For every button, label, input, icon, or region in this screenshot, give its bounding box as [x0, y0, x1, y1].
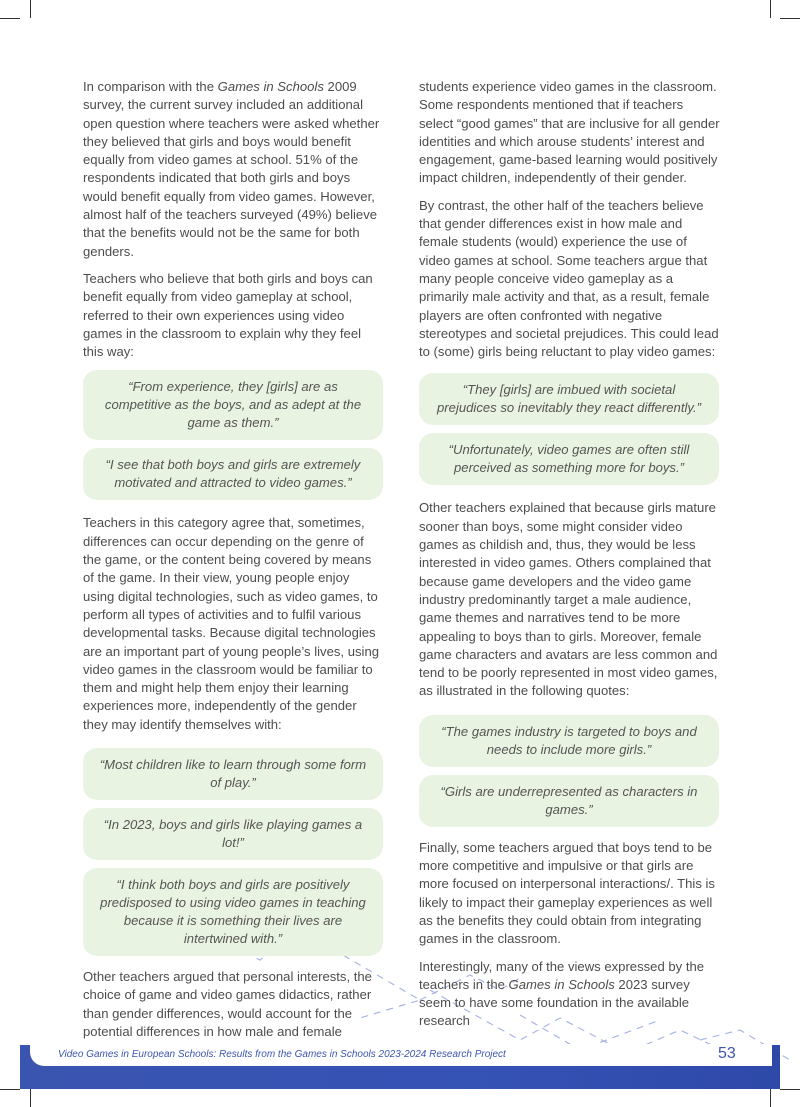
running-title: Video Games in European Schools: Results from the Games in Schools 2023-2024 Research Project — [58, 1049, 506, 1060]
quote-box: “Girls are underrepresented as characters in games.” — [419, 775, 719, 827]
crop-mark — [0, 1089, 20, 1090]
quote-box: “Unfortunately, video games are often still perceived as something more for boys.” — [419, 433, 719, 485]
paragraph: Finally, some teachers argued that boys tend to be more competitive and impulsive or that girls are more focused on interpersonal interactions/. This is likely to impact their gameplay experiences as well as the benefits they could obtain from integrating games in the classroom. — [419, 839, 715, 947]
crop-mark — [780, 18, 800, 19]
quote-box: “I think both boys and girls are positively predisposed to using video games in teaching because it is something their lives are intertwined with.” — [83, 868, 383, 956]
crop-mark — [0, 18, 20, 19]
crop-mark — [30, 1089, 31, 1107]
paragraph: students experience video games in the classroom. Some respondents mentioned that if teachers select “good games” that are inclusive for all gender identities and which arouse students’ interest and engagement, game-based learning would positively impact children, independently of their gender. — [419, 79, 720, 186]
page-number: 53 — [718, 1045, 736, 1062]
paragraph: By contrast, the other half of the teachers believe that gender differences exist in how male and female students (would) experience the use of video games at school. Some teachers argue that many people conceive video gameplay as a primarily male activity and that, as a result, female players are often confronted with negative stereotypes and societal prejudices. This could lead to (some) girls being reluctant to play video games: — [419, 197, 719, 360]
paragraph: Interestingly, many of the views expressed by the teachers in the Games in Schools 2023 survey seem to have some foundation in the available research — [419, 958, 705, 1029]
quote-box: “From experience, they [girls] are as competitive as the boys, and as adept at the game as them.” — [83, 370, 383, 440]
quote-box: “They [girls] are imbued with societal prejudices so inevitably they react differently.” — [419, 373, 719, 425]
paragraph: Other teachers argued that personal interests, the choice of game and video games didactics, rather than gender differences, would account for the potential differences in how male and female — [83, 969, 372, 1039]
crop-mark — [770, 1089, 771, 1107]
paragraph: Teachers who believe that both girls and boys can benefit equally from video gameplay at school, referred to their own experiences using video games in the classroom to explain why they feel this way: — [83, 270, 373, 360]
crop-mark — [30, 0, 31, 18]
quote-box: “I see that both boys and girls are extremely motivated and attracted to video games.” — [83, 448, 383, 500]
paragraph: Other teachers explained that because girls mature sooner than boys, some might consider video games as childish and, thus, they would be less interested in video games. Others complained that because game developers and the video game industry predominantly target a male audience, game themes and narratives tend to be more appealing to boys than to girls. Moreover, female game characters and avatars are less common and tend to be poorly represented in most video games, as illustrated in the following quotes: — [419, 500, 718, 699]
right-column — [419, 78, 721, 1040]
crop-mark — [770, 0, 771, 18]
left-column — [83, 78, 383, 1050]
crop-mark — [780, 1089, 800, 1090]
quote-box: “In 2023, boys and girls like playing games a lot!” — [83, 808, 383, 860]
quote-box: “The games industry is targeted to boys and needs to include more girls.” — [419, 715, 719, 767]
paragraph: Teachers in this category agree that, sometimes, differences can occur depending on the genre of the game, or the content being covered by means of the game. In their view, young people enjoy using digital technologies, such as video games, to perform all types of activities and to fulfil various developmental tasks. Because digital technologies are an important part of young people’s lives, using video games in the classroom would be familiar to them and might help them enjoy their learning experiences more, independently of the gender they may identify themselves with: — [83, 515, 380, 732]
quote-box: “Most children like to learn through some form of play.” — [83, 748, 383, 800]
paragraph: In comparison with the Games in Schools 2009 survey, the current survey included an additional open question where teachers were asked whether they believed that girls and boys would benefit equally from video games at school. 51% of the respondents indicated that both girls and boys would benefit equally from video games. However, almost half of the teachers surveyed (49%) believe that the benefits would not be the same for both genders. — [83, 79, 380, 259]
